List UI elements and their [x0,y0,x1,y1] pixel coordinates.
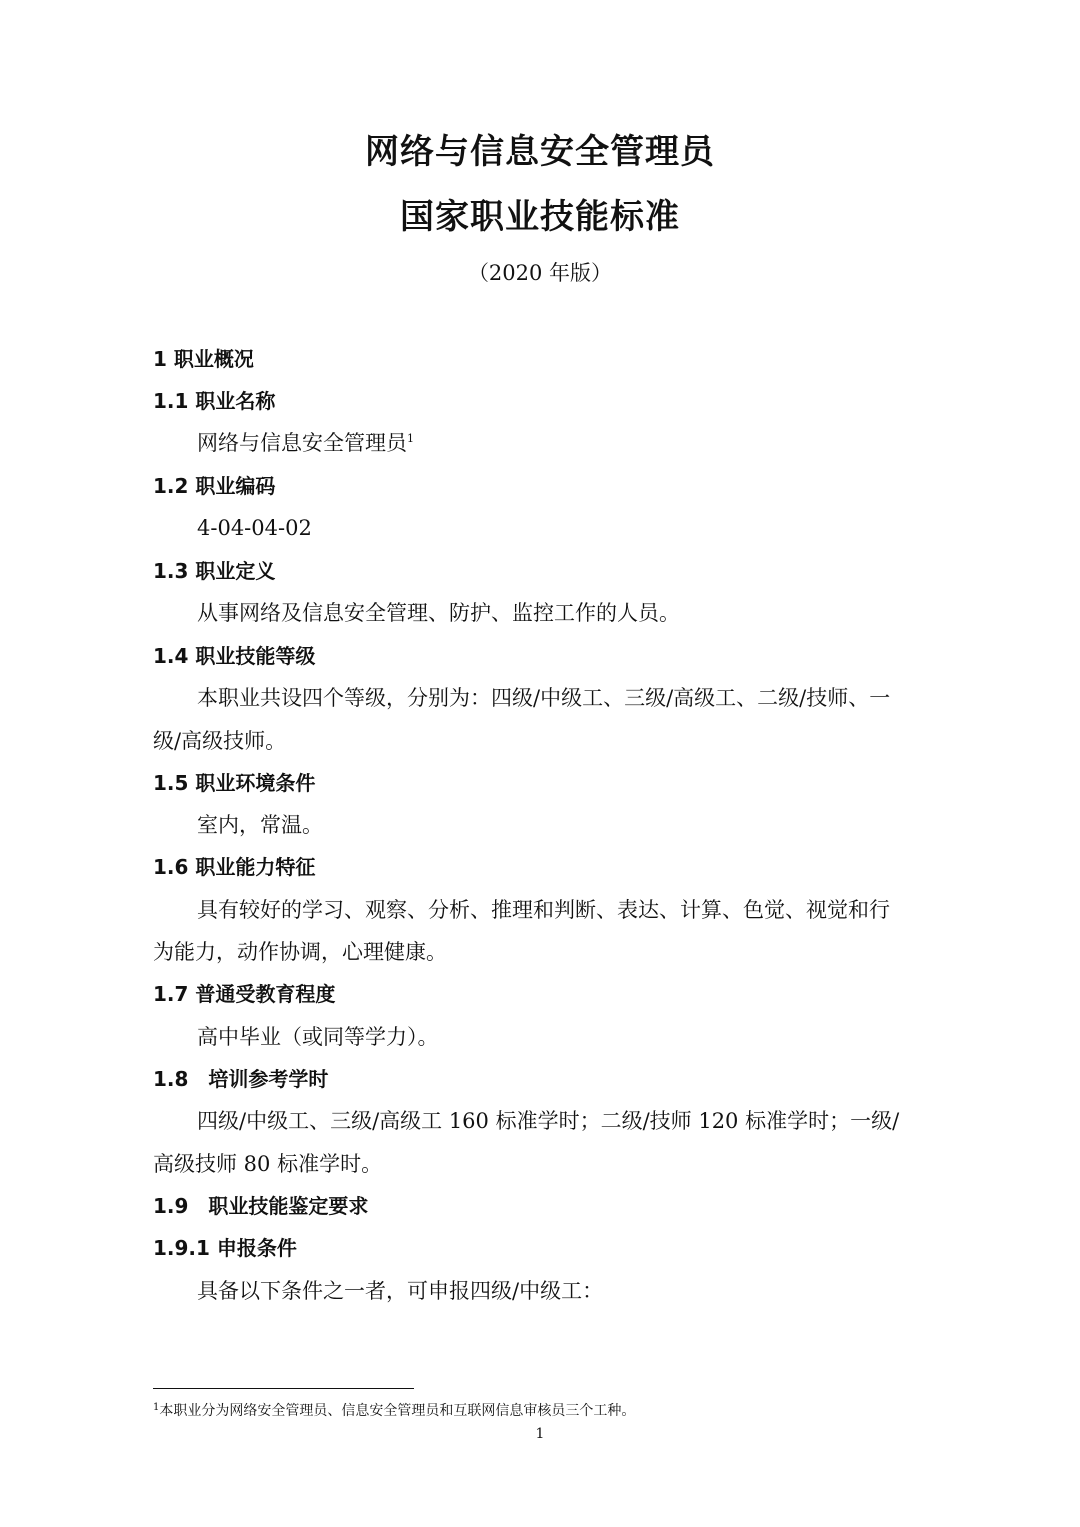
training-hours-line-2: 高级技师 80 标准学时。 [153,1152,383,1176]
section-heading-1-9-1: 1.9.1 申报条件 [153,1236,297,1260]
section-heading-1-5: 1.5 职业环境条件 [153,771,316,795]
occupation-definition: 从事网络及信息安全管理、防护、监控工作的人员。 [197,601,680,625]
training-hours-line-1: 四级/中级工、三级/高级工 160 标准学时；二级/技师 120 标准学时；一级/ [197,1109,900,1133]
edition-label: （2020 年版） [467,261,613,285]
section-heading-1-9: 1.9 职业技能鉴定要求 [153,1194,369,1218]
education-level: 高中毕业（或同等学力）。 [197,1025,439,1049]
section-heading-1-6: 1.6 职业能力特征 [153,855,316,879]
environment-conditions: 室内，常温。 [197,813,323,837]
occupation-code: 4-04-04-02 [197,516,312,540]
section-heading-1-1: 1.1 职业名称 [153,389,276,413]
section-heading-1-3: 1.3 职业定义 [153,559,276,583]
skill-levels-line-2: 级/高级技师。 [153,729,287,753]
footnote-text: 本职业分为网络安全管理员、信息安全管理员和互联网信息审核员三个工种。 [159,1403,636,1419]
section-heading-1-7: 1.7 普通受教育程度 [153,982,336,1006]
section-heading-1: 1 职业概况 [153,347,254,371]
title-line-1: 网络与信息安全管理员 [365,132,715,172]
section-heading-1-4: 1.4 职业技能等级 [153,644,316,668]
occupation-name-text: 网络与信息安全管理员 [197,431,407,455]
footnote-mark: 1 [153,1402,160,1413]
footnote-divider [153,1388,414,1389]
footnote [153,1400,635,1424]
application-conditions: 具备以下条件之一者，可申报四级/中级工： [197,1279,604,1303]
page-number: 1 [535,1426,545,1442]
ability-traits-line-1: 具有较好的学习、观察、分析、推理和判断、表达、计算、色觉、视觉和行 [197,898,890,922]
occupation-name [153,429,977,457]
ability-traits-line-2: 为能力，动作协调，心理健康。 [153,940,447,964]
footnote-reference: 1 [407,432,414,445]
title-line-2: 国家职业技能标准 [400,197,680,237]
section-heading-1-2: 1.2 职业编码 [153,474,276,498]
skill-levels-line-1: 本职业共设四个等级，分别为：四级/中级工、三级/高级工、二级/技师、一 [197,686,891,710]
section-heading-1-8: 1.8 培训参考学时 [153,1067,329,1091]
